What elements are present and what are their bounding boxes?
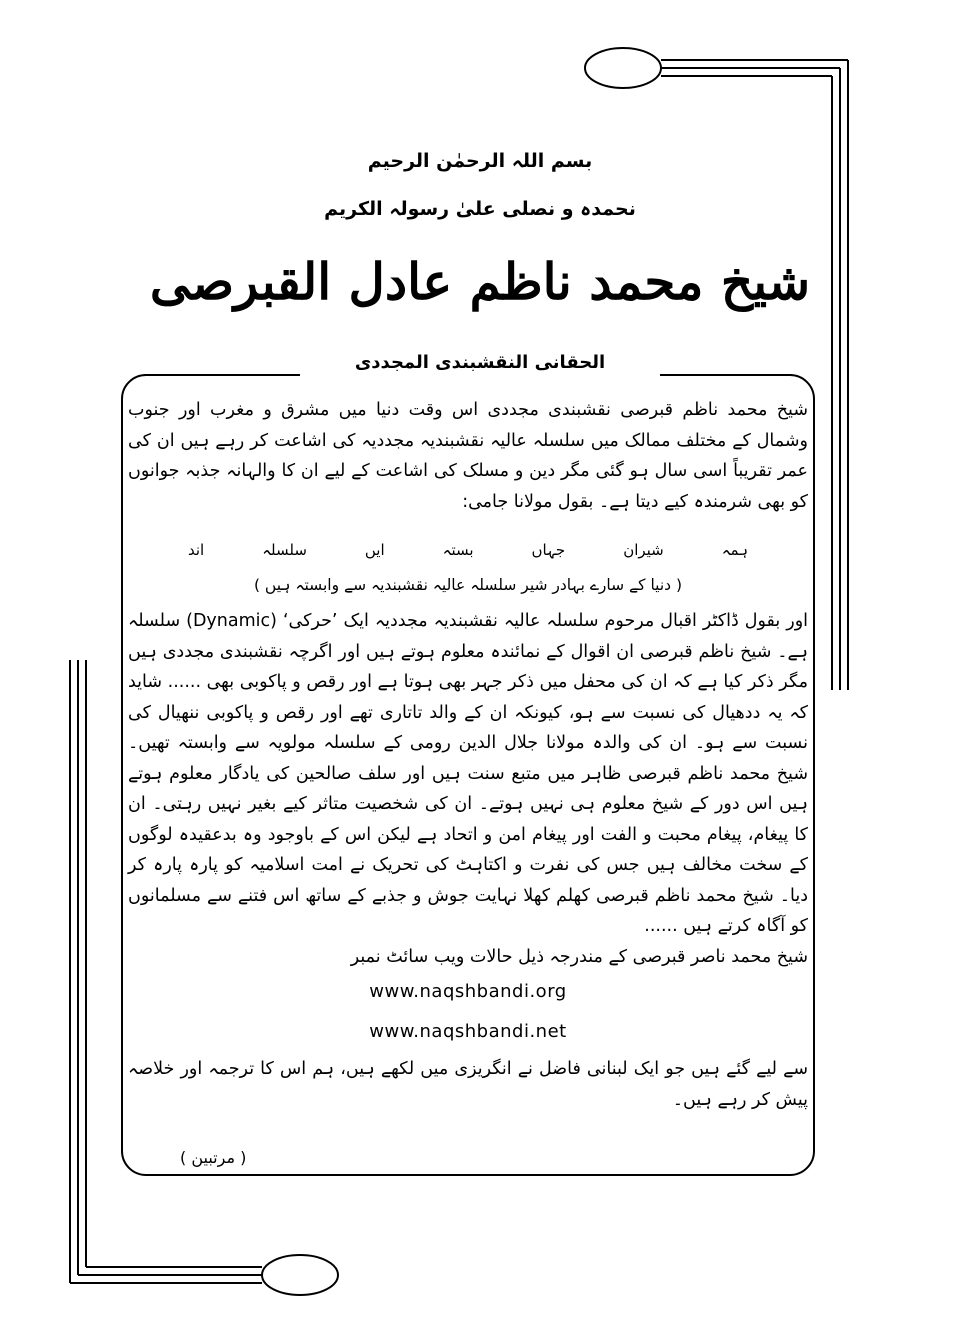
closing-paragraph: سے لیے گئے ہیں جو ایک لبنانی فاضل نے انگریزی میں لکھے ہیں، ہم اس کا ترجمہ اور خلاصہ پیش کر رہے ہیں۔ [128, 1059, 808, 1110]
poem-word: بستہ [442, 541, 474, 559]
salutation-heading: نحمدہ و نصلی علیٰ رسولہ الکریم [324, 198, 636, 220]
page-title: شیخ محمد ناظم عادل القبرصی [149, 252, 811, 311]
poem-word: جہاں [531, 541, 566, 559]
poem-translation: ( دنیا کے سارے بہادر شیر سلسلہ عالیہ نقشبندیہ سے وابستہ ہیں ) [253, 575, 683, 594]
poem-word: ہمہ [721, 541, 748, 559]
paragraph-2: اور بقول ڈاکٹر اقبال مرحوم سلسلہ عالیہ نقشبندیہ مجددیہ ایک ’حرکی‘ (Dynamic) سلسلہ ہے۔ شیخ ناظم قبرصی ان اقوال کے نمائندہ معلوم ہوتے ہیں اور اگرچہ نقشبندی مجددی ہیں مگر ذکر کیا ہے کہ ان کی محفل میں ذکر جہر بھی ہوتا ہے اور رقص و پاکوبی بھی ...... شاید کہ یہ ددھیال کی نسبت سے ہو، کیونکہ ان کے والد تاتاری تھے اور رقص و پاکوبی ننھیال کی نسبت سے ہو۔ ان کی والدہ مولانا جلال الدین رومی کے سلسلہ مولویہ سے وابستہ تھیں۔ شیخ محمد ناظم قبرصی ظاہر میں متبع سنت ہیں اور سلف صالحین کی یادگار معلوم ہوتے ہیں اس دور کے شیخ معلوم ہی نہیں ہوتے۔ ان کی شخصیت متاثر کیے بغیر نہیں رہتی۔ ان کا پیغام، پیغام محبت و الفت اور پیغام امن و اتحاد ہے لیکن اس کے باوجود وہ بدعقیدہ لوگوں کے سخت مخالف ہیں جس کی نفرت و اکتاہٹ کی تحریک نے امت اسلامیہ کو پارہ پارہ کر دیا۔ شیخ محمد ناظم قبرصی کھلم کھلا نہایت جوش و جذبے کے ساتھ اس فتنے سے مسلمانوں کو آگاہ کرتے ہیں ...... [128, 611, 809, 936]
website-link[interactable]: www.naqshbandi.org [369, 981, 567, 1002]
bottom-oval-ornament [262, 1255, 338, 1295]
signature: ( مرتبین ) [180, 1148, 247, 1167]
page-subtitle: الحقانی النقشبندی المجددی [354, 352, 606, 373]
article-body [128, 395, 808, 1115]
poem-word: ایں [364, 541, 385, 559]
website-intro: شیخ محمد ناصر قبرصی کے مندرجہ ذیل حالات ویب سائٹ نمبر [350, 946, 808, 967]
bismillah-heading: بسم اللہ الرحمٰن الرحیم [367, 150, 593, 172]
website-link[interactable]: www.naqshbandi.net [369, 1021, 567, 1042]
poem-line [128, 535, 808, 566]
top-oval-ornament [585, 48, 661, 88]
paragraph-1: شیخ محمد ناظم قبرصی نقشبندی مجددی اس وقت دنیا میں مشرق و مغرب اور جنوب وشمال کے مختلف ممالک میں سلسلہ عالیہ نقشبندیہ مجددیہ کی اشاعت کر رہے ہیں ان کی عمر تقریباً اسی سال ہو گئی مگر دین و مسلک کی اشاعت کے لیے ان کا والہانہ جذبہ جوانوں کو بھی شرمندہ کیے دیتا ہے۔ بقول مولانا جامی: [128, 400, 808, 512]
poem-word: سلسلہ [262, 541, 307, 559]
poem-word: شیران [623, 541, 664, 559]
poem-word: اند [188, 541, 205, 559]
